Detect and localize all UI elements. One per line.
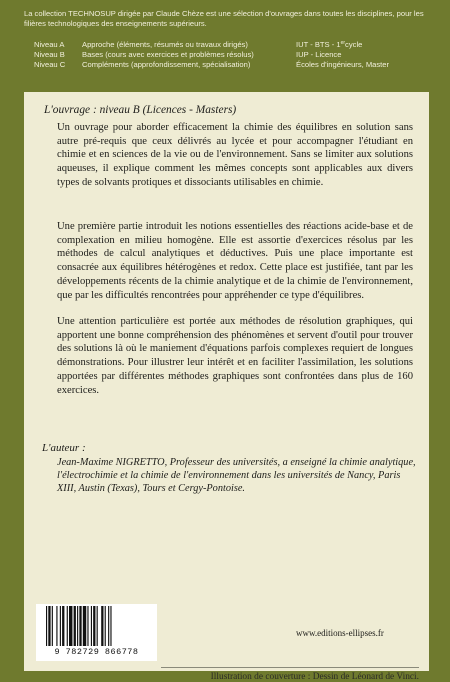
barcode-bar <box>83 606 86 646</box>
barcode-bar <box>110 606 111 646</box>
ouvrage-paragraph: Une première partie introduit les notions essentielles des réactions acide-base et de complexation en milieu homogène. Elle est assortie d'exercices résolus par les méthodes de calcul analytiques et déductives. Puis une place importante est consacrée aux équilibres hétérogènes et redox. Cette place est justifiée, tant par les développements récents de la chimie analytique et de la chimie de l'environnement, que par les difficultés rencontrées pour appréhender ce type d'équilibres. <box>57 221 413 301</box>
barcode-bar <box>62 606 64 646</box>
level-desc: Compléments (approfondissement, spécialisation) <box>82 60 251 69</box>
barcode-bar <box>52 606 53 646</box>
ouvrage-title: L'ouvrage : niveau B (Licences - Masters) <box>44 104 237 116</box>
barcode-bar <box>101 606 103 646</box>
back-cover-panel <box>24 92 429 682</box>
barcode-bar <box>79 606 81 646</box>
barcode-bar <box>56 606 57 646</box>
level-row-a <box>24 40 434 50</box>
auteur-label: L'auteur : <box>42 442 86 454</box>
barcode-bar <box>48 606 50 646</box>
barcode-bar <box>74 606 76 646</box>
collection-header <box>0 0 450 92</box>
barcode-bar <box>67 606 68 646</box>
barcode-bar <box>108 606 109 646</box>
level-name: Niveau A <box>34 40 65 49</box>
barcode-bar <box>60 606 61 646</box>
barcode-icon <box>46 606 147 646</box>
level-row-b <box>24 50 434 60</box>
publisher-website[interactable]: www.editions-ellipses.fr <box>296 628 384 638</box>
ouvrage-paragraph: Une attention particulière est portée aux méthodes de résolution graphiques, qui apportent une bonne compréhension des phénomènes et servent d'outil pour trouver des solutions là où le maniement d'équations parfois complexes requiert de longues démonstrations. Pour illustrer leur intérêt et en faciliter l'assimilation, les solutions apportées par différentes méthodes graphiques sont confrontées dans plus de 160 exercices. <box>57 316 413 396</box>
level-target: Écoles d'ingénieurs, Master <box>296 60 390 69</box>
barcode-bar <box>87 606 88 646</box>
level-desc: Approche (éléments, résumés ou travaux dirigés) <box>82 40 248 49</box>
barcode-bar <box>105 606 106 646</box>
auteur-bio: Jean-Maxime NIGRETTO, Professeur des universités, a enseigné la chimie analytique, l'électrochimie et la chimie de l'environnement dans les universités de Nancy, Paris XIII, Austin (Texas), Tours et Cergy-Pontoise. <box>57 457 416 494</box>
level-name: Niveau C <box>34 60 66 69</box>
barcode-bar <box>69 606 72 646</box>
collection-intro: La collection TECHNOSUP dirigée par Claude Chèze est une sélection d'ouvrages dans toutes les disciplines, pour les filières technologiques des enseignements supérieurs. <box>24 9 424 28</box>
barcode <box>36 604 157 661</box>
barcode-bar <box>91 606 92 646</box>
level-target: IUT - BTS - 1ercycle <box>296 40 363 49</box>
ouvrage-paragraph: Un ouvrage pour aborder efficacement la chimie des équilibres en solution sans autre pré-requis que ceux délivrés au lycée et pour accompagner l'étudiant en chimie et en sciences de la vie ou de l'environnement. Sans se limiter aux solutions aqueuses, il explique comment les mêmes concepts sont applicables aux divers types de solvants protiques et dissociants utilisables en chimie. <box>57 122 413 188</box>
level-target: IUP - Licence <box>296 50 342 59</box>
barcode-bar <box>93 606 95 646</box>
credit-divider <box>161 667 419 668</box>
barcode-bar <box>77 606 78 646</box>
barcode-bar <box>97 606 98 646</box>
level-name: Niveau B <box>34 50 65 59</box>
barcode-bar <box>46 606 47 646</box>
cover-illustration-credit: Illustration de couverture : Dessin de Léonard de Vinci. <box>210 672 419 682</box>
levels-table <box>24 40 434 70</box>
level-desc: Bases (cours avec exercices et problèmes résolus) <box>82 50 254 59</box>
level-row-c <box>24 60 434 70</box>
isbn-number: 9 782729 866778 <box>54 647 139 657</box>
